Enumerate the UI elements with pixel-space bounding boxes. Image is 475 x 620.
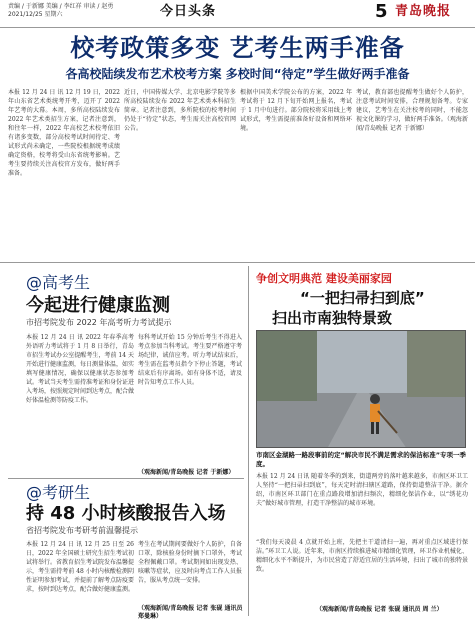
newspaper-logo: 青岛晚报 bbox=[395, 4, 452, 19]
editor-meta bbox=[8, 3, 113, 19]
photo-illustration bbox=[257, 331, 466, 448]
section1-byline: （观海新闻/青岛晚报 记者 于新娜） bbox=[138, 469, 235, 476]
right-article-subtitle: 扫出市南独特景致 bbox=[272, 309, 393, 327]
right-article-title: “一把扫帚扫到底” bbox=[300, 289, 425, 307]
date-line: 2021/12/25 星期六 bbox=[8, 11, 63, 18]
section1-label bbox=[26, 274, 90, 292]
section1-label-text: @高考生 bbox=[26, 273, 91, 292]
page-subheadline: 各高校陆续发布艺术校考方案 多校时间“待定”学生做好两手准备 bbox=[65, 67, 410, 81]
right-article-body-b: “我们每天凌晨 4 点就开始上班，先把主干道清扫一遍，再对重点区域进行保洁。”环卫工人说。近年来，市南区持续推进城市精细化管理，环卫作业机械化、精细化水平不断提升，为市民营造了舒适宜居的生活环境，扫出了城市的独特景致。 bbox=[256, 539, 468, 573]
section2-label bbox=[26, 484, 90, 502]
section1-subtitle: 市招考院发布 2022 年高考听力考试提示 bbox=[26, 318, 172, 327]
divider bbox=[0, 262, 475, 263]
editor-line: 责编 / 于新娜 美编 / 李红祥 审读 / 赵勇 bbox=[8, 3, 114, 10]
section1-title: 今起进行健康监测 bbox=[26, 295, 170, 316]
section1-body-b: 每科考试开始 15 分钟后考生不得进入考点参加当科考试。考生要严格遵守考场纪律，诚信应考。听力考试结束后，考生需在监考员指令下停止答题，考试结束后有序离场。如有身体不适，请及时告知考点工作人员。 bbox=[138, 334, 242, 386]
page-headline: 校考政策多变 艺考生两手准备 bbox=[70, 34, 405, 62]
street-sweeping-photo bbox=[256, 330, 466, 448]
top-article-col1: 本报 12 月 24 日 讯 12 月 19 日，2022 年山东省艺术类统考开考，迈开了 2022 年艺考的大幕。本周，多所高校陆续发布 2022 年艺术类招生方案，记者注意到，和往年一样，2022 年高校艺术校考依旧有诸多变数，部分高校考试时间待定、考试形式尚未确定，一些院校根据统考成绩确定资格，校考将受山东省统考影响。艺考生要持续关注高校官方发布，做好两手准备。 bbox=[8, 89, 120, 177]
top-article-col3: 根据中国美术学院公布的方案，2022 年考试将于 12 月下旬开始网上报名，考试于 1 月中旬进行。部分院校将采用线上考试形式，考生需提前准备好设备和网络环境。 bbox=[240, 89, 352, 132]
page-header bbox=[0, 0, 475, 28]
page-number: 5 bbox=[375, 1, 388, 22]
right-article-byline: （观海新闻/青岛晚报 记者 张砚 通讯员 周 兰） bbox=[316, 606, 443, 613]
section2-subtitle: 省招考院发布考研考前温馨提示 bbox=[26, 526, 138, 535]
right-article-body-a: 本报 12 月 24 日讯 随着冬季的到来，街道两旁的落叶越来越多，市南区环卫工人坚持“一把扫帚扫到底”，每天定时清扫辖区道路，保持街道整洁干净。据介绍，市南区环卫部门在重点路段增加清扫频次，精细化保洁作业，以“绣花功夫”做好城市管理，打造干净整洁的城市环境。 bbox=[256, 473, 468, 507]
section2-byline: （观海新闻/青岛晚报 记者 张砚 通讯员 郑曼琳） bbox=[138, 605, 243, 620]
column-divider bbox=[248, 266, 249, 616]
section2-body-b: 考生在考试期间要做好个人防护，自备口罩，除核验身份时摘下口罩外，考试全程佩戴口罩。考试期间如出现发热、咳嗽等症状，应及时向考点工作人员报告，服从考点统一安排。 bbox=[138, 541, 242, 584]
section2-label-text: @考研生 bbox=[26, 483, 91, 502]
section1-body-a: 本报 12 月 24 日 讯 2022 年春季高考外语听力考试将于 1 月 8 日举行，青岛市招生考试办公室提醒考生，考前 14 天开始进行健康监测，每日测量体温，如实填写健康情况，确保以健康状态参加考试。考试当天考生需持准考证和身份证进入考场，按照规定时间到达考点，配合做好体温检测等防疫工作。 bbox=[26, 334, 134, 404]
section2-title: 持 48 小时核酸报告入场 bbox=[26, 503, 226, 524]
column-banner: 争创文明典范 建设美丽家园 bbox=[256, 272, 392, 285]
photo-caption: 市南区金湖路一路段事前的定“解决市民不满足需求的保洁标准”专项一季度。 bbox=[256, 451, 467, 468]
top-article-col2: 近日，中国传媒大学、北京电影学院等多所高校陆续发布 2022 年艺术类本科招生简章。记者注意到，多所院校的校考时间仍处于“待定”状态，考生需关注高校官网公告。 bbox=[124, 89, 236, 132]
divider bbox=[8, 478, 244, 479]
section-name: 今日头条 bbox=[160, 4, 217, 19]
top-article-col4: 考试，教育部也提醒考生做好个人防护，注意考试时间安排，合理规划备考。专家建议，艺考生在关注校考的同时，不能忽视文化课的学习，做好两手准备。（观海新闻/青岛晚报 记者 于新娜） bbox=[356, 89, 468, 132]
section2-body-a: 本报 12 月 24 日 讯 12 月 25 日至 26 日，2022 年全国硕士研究生招生考试初试将举行。省教育招生考试院发布温馨提示，考生需持考前 48 小时内核酸检测阴性证明参加考试，并提前了解考点防疫要求，按时到达考点，配合做好健康监测。 bbox=[26, 541, 134, 593]
